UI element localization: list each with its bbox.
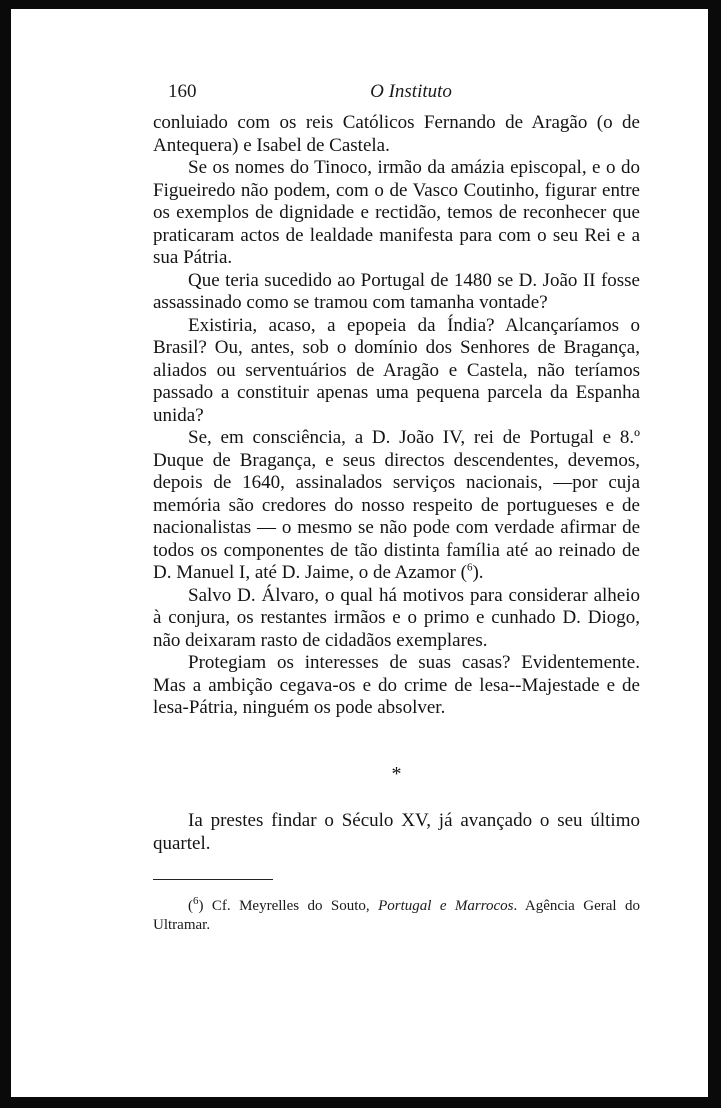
paragraph-7: Protegiam os interesses de suas casas? Evidentemente. Mas a ambição cegava-os e do crime de lesa--Majestade e de lesa-Pátria, ninguém os pode absolver. <box>153 652 640 718</box>
closing-text <box>153 810 640 855</box>
paragraph-5-text: Se, em consciência, a D. João IV, rei de Portugal e 8.º Duque de Bragança, e seus directos descendentes, devemos, depois de 1640, assinalados serviços nacionais, —por cuja memória são credores do nosso respeito de portugueses e de nacionalistas — o mesmo se não pode com verdade afirmar de todos os componentes de tão distinta família até ao reinado de D. Manuel I, até D. Jaime, o de Azamor ( <box>153 427 640 583</box>
page-header <box>168 81 654 107</box>
paragraph-4: Existiria, acaso, a epopeia da Índia? Alcançaríamos o Brasil? Ou, antes, sob o domínio dos Senhores de Bragança, aliados ou serventuários de Aragão e Castela, não teríamos passado a constituir apenas uma pequena parcela da Espanha unida? <box>153 314 640 426</box>
footnote-marker-open: ( <box>188 898 193 914</box>
footnote-marker-number: 6 <box>193 895 199 907</box>
footnote-book-title: Portugal e Marrocos <box>378 898 514 914</box>
main-text <box>153 112 640 720</box>
footnote-reference: 6 <box>466 561 473 574</box>
paragraph-6: Salvo D. Álvaro, o qual há motivos para considerar alheio à conjura, os restantes irmãos e o primo e cunhado D. Diogo, não deixaram rasto de cidadãos exemplares. <box>153 584 640 651</box>
footnote <box>153 897 640 935</box>
footnote-rule <box>153 879 273 880</box>
closing-paragraph: Ia prestes findar o Século XV, já avançado o seu último quartel. <box>153 810 640 854</box>
page-number: 160 <box>168 81 197 102</box>
paragraph-2: Se os nomes do Tinoco, irmão da amázia episcopal, e o do Figueiredo não podem, com o de Vasco Coutinho, figurar entre os exemplos de dignidade e rectidão, temos de reconhecer que praticaram actos de lealdade manifesta para com o seu Rei e a sua Pátria. <box>153 157 640 268</box>
paragraph-1: conluiado com os reis Católicos Fernando de Aragão (o de Antequera) e Isabel de Castela. <box>153 112 640 156</box>
paragraph-5-end: ). <box>472 562 484 583</box>
footnote-text-before: Cf. Meyrelles do Souto, <box>203 898 379 914</box>
footnote-marker-close: ) <box>198 898 204 914</box>
paragraph-3: Que teria sucedido ao Portugal de 1480 se D. João II fosse assassinado como se tramou com tamanha vontade? <box>153 269 640 313</box>
footnote-paragraph <box>153 897 640 935</box>
running-title: O Instituto <box>370 81 452 102</box>
paragraph-5 <box>153 427 640 585</box>
footnote-text-after: . Agência Geral do Ultramar. <box>153 898 640 933</box>
section-separator-asterisk: * <box>391 763 402 785</box>
